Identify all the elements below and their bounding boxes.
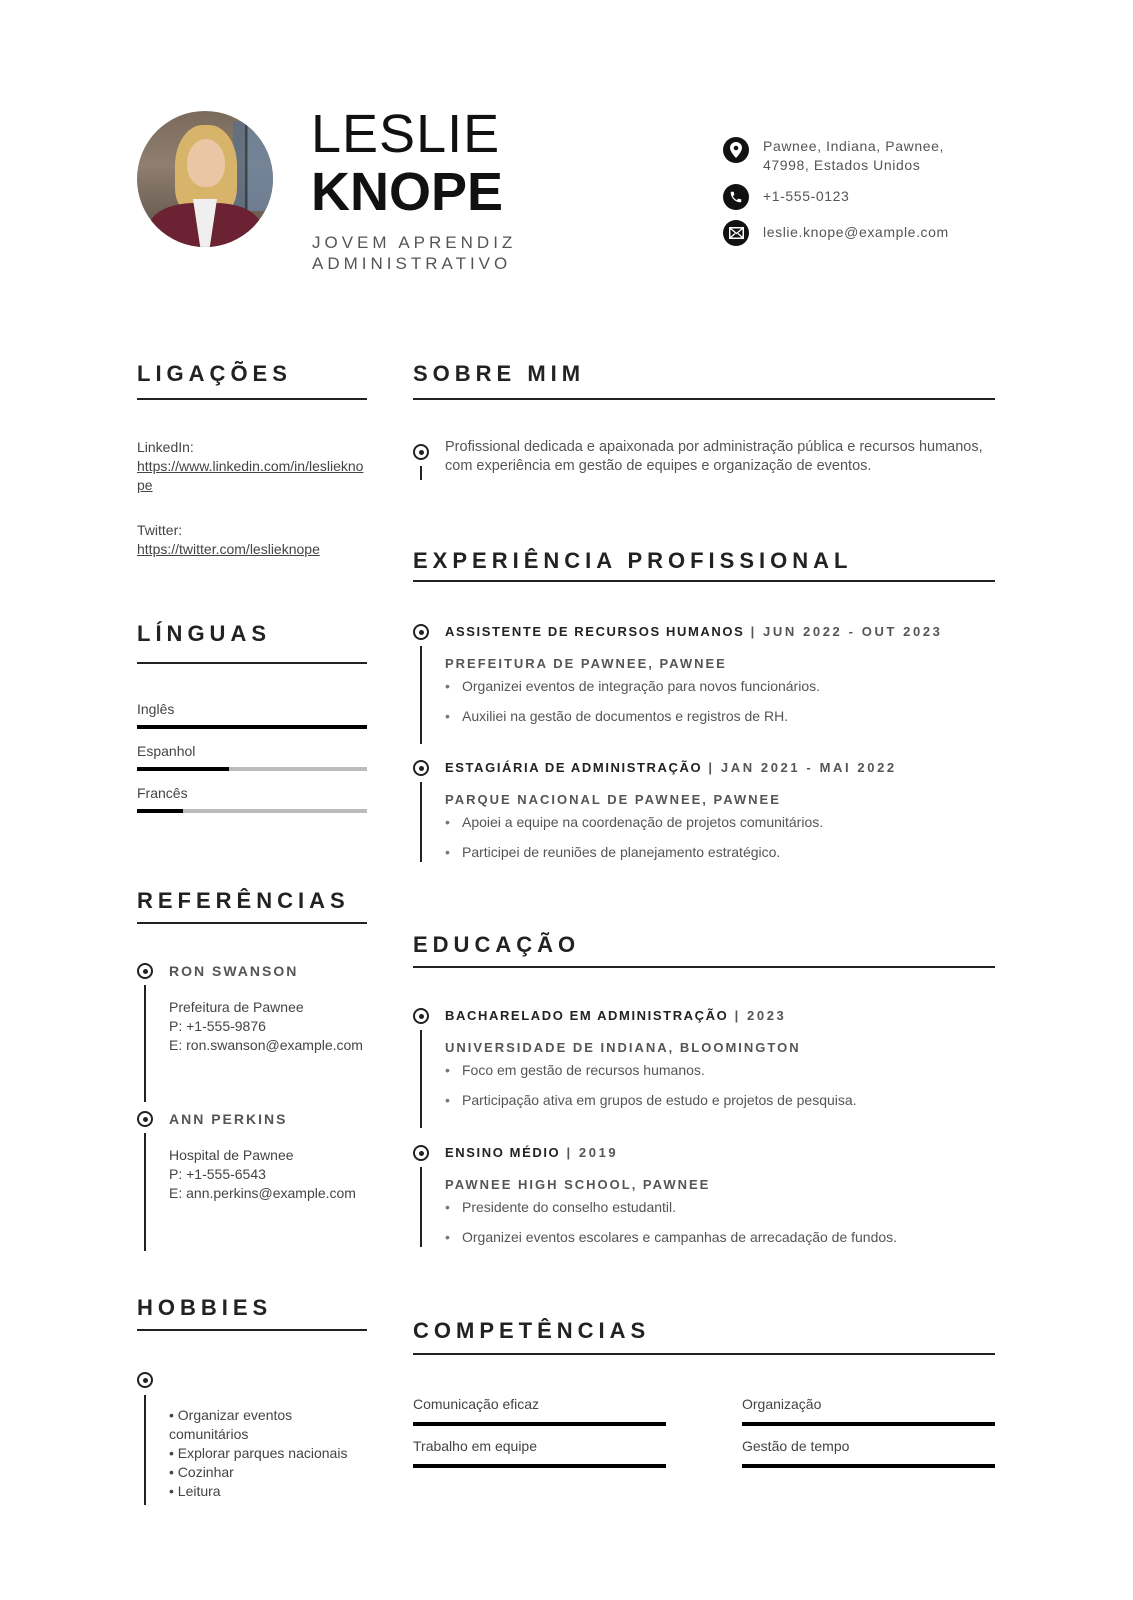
- language-item: [137, 784, 367, 813]
- job-dates: | JAN 2021 - MAI 2022: [702, 760, 897, 775]
- skill-name: Trabalho em equipe: [413, 1438, 538, 1454]
- links-section-title: LIGAÇÕES: [137, 361, 292, 386]
- skill-name: Organização: [742, 1396, 822, 1412]
- section-divider: [137, 662, 367, 664]
- timeline-marker-icon: [137, 1111, 153, 1127]
- job-heading: [445, 759, 897, 777]
- job-title-line-2: ADMINISTRATIVO: [312, 254, 512, 273]
- timeline-marker-icon: [413, 760, 429, 776]
- reference-details: [169, 998, 369, 1055]
- education-section-title: EDUCAÇÃO: [413, 932, 581, 957]
- first-name: LESLIE: [311, 104, 501, 164]
- phone-icon: [723, 184, 749, 210]
- envelope-icon: [723, 220, 749, 246]
- address-line-1: Pawnee, Indiana, Pawnee,: [763, 138, 944, 154]
- education-dates: | 2019: [560, 1145, 619, 1160]
- timeline-line: [420, 1167, 422, 1247]
- skill-level-bar: [742, 1464, 995, 1468]
- language-name: Inglês: [137, 701, 175, 717]
- hobbies-list: [169, 1406, 369, 1501]
- section-divider: [413, 580, 995, 582]
- section-divider: [137, 922, 367, 924]
- job-title-line-1: JOVEM APRENDIZ: [312, 233, 517, 252]
- link-label: Twitter:: [137, 522, 183, 538]
- education-bullet: • Organizei eventos escolares e campanhas de arrecadação de fundos.: [445, 1228, 897, 1246]
- hobbies-section-title: HOBBIES: [137, 1295, 273, 1320]
- timeline-marker-icon: [413, 444, 429, 460]
- section-divider: [137, 398, 367, 400]
- phone-number: +1-555-0123: [763, 188, 850, 204]
- language-name: Espanhol: [137, 743, 196, 759]
- reference-details: [169, 1146, 369, 1203]
- education-degree: BACHARELADO EM ADMINISTRAÇÃO: [445, 1008, 729, 1023]
- language-name: Francês: [137, 785, 188, 801]
- experience-section-title: EXPERIÊNCIA PROFISSIONAL: [413, 548, 853, 573]
- education-institution: UNIVERSIDADE DE INDIANA, BLOOMINGTON: [445, 1040, 801, 1055]
- education-dates: | 2023: [728, 1008, 787, 1023]
- skill-item: [742, 1437, 995, 1468]
- timeline-line: [144, 1133, 146, 1251]
- about-section-title: SOBRE MIM: [413, 361, 586, 386]
- timeline-line: [420, 646, 422, 744]
- job-heading: [445, 623, 943, 641]
- reference-phone: P: +1-555-9876: [169, 1018, 266, 1034]
- timeline-line: [144, 1395, 146, 1505]
- twitter-link[interactable]: https://twitter.com/leslieknope: [137, 541, 320, 557]
- timeline-line: [420, 1030, 422, 1128]
- timeline-marker-icon: [413, 1145, 429, 1161]
- job-bullet: • Organizei eventos de integração para novos funcionários.: [445, 677, 820, 695]
- language-level-bar: [137, 809, 367, 813]
- section-divider: [413, 966, 995, 968]
- skill-level-bar: [413, 1422, 666, 1426]
- timeline-marker-icon: [137, 963, 153, 979]
- job-role: ASSISTENTE DE RECURSOS HUMANOS: [445, 624, 745, 639]
- reference-org: Prefeitura de Pawnee: [169, 999, 304, 1015]
- contact-email[interactable]: [723, 220, 1013, 246]
- references-section-title: REFERÊNCIAS: [137, 888, 350, 913]
- link-label: LinkedIn:: [137, 439, 194, 455]
- contact-phone: [723, 184, 1013, 210]
- education-bullet: • Foco em gestão de recursos humanos.: [445, 1061, 705, 1079]
- reference-email[interactable]: E: ann.perkins@example.com: [169, 1185, 356, 1201]
- education-bullet: • Presidente do conselho estudantil.: [445, 1198, 676, 1216]
- education-institution: PAWNEE HIGH SCHOOL, PAWNEE: [445, 1177, 711, 1192]
- job-organization: PREFEITURA DE PAWNEE, PAWNEE: [445, 656, 727, 671]
- language-level-bar: [137, 767, 367, 771]
- reference-email[interactable]: E: ron.swanson@example.com: [169, 1037, 363, 1053]
- address-line-2: 47998, Estados Unidos: [763, 157, 921, 173]
- hobby-item: • Leitura: [169, 1483, 221, 1499]
- skill-name: Gestão de tempo: [742, 1438, 850, 1454]
- reference-org: Hospital de Pawnee: [169, 1147, 294, 1163]
- timeline-line: [144, 985, 146, 1102]
- language-level-bar: [137, 725, 367, 729]
- timeline-marker-icon: [413, 1008, 429, 1024]
- job-title: [312, 232, 516, 274]
- reference-name: RON SWANSON: [169, 963, 299, 979]
- reference-phone: P: +1-555-6543: [169, 1166, 266, 1182]
- language-item: [137, 700, 367, 729]
- education-degree: ENSINO MÉDIO: [445, 1145, 561, 1160]
- timeline-line: [420, 466, 422, 480]
- skills-section-title: COMPETÊNCIAS: [413, 1318, 651, 1343]
- languages-section-title: LÍNGUAS: [137, 621, 271, 646]
- skill-level-bar: [742, 1422, 995, 1426]
- email-address[interactable]: leslie.knope@example.com: [763, 224, 949, 240]
- linkedin-link[interactable]: https://www.linkedin.com/in/leslieknope: [137, 458, 364, 493]
- link-item-linkedin: [137, 438, 369, 495]
- about-text: Profissional dedicada e apaixonada por administração pública e recursos humanos, com experiência em gestão de equipes e organização de eventos.: [445, 439, 983, 474]
- skill-item: [742, 1395, 995, 1426]
- skill-level-bar: [413, 1464, 666, 1468]
- timeline-line: [420, 782, 422, 862]
- timeline-marker-icon: [413, 624, 429, 640]
- job-dates: | JUN 2022 - OUT 2023: [744, 624, 943, 639]
- education-heading: [445, 1007, 786, 1025]
- timeline-marker-icon: [137, 1372, 153, 1388]
- section-divider: [413, 1353, 995, 1355]
- section-divider: [137, 1329, 367, 1331]
- skill-name: Comunicação eficaz: [413, 1396, 540, 1412]
- skill-item: [413, 1395, 666, 1426]
- job-role: ESTAGIÁRIA DE ADMINISTRAÇÃO: [445, 760, 703, 775]
- section-divider: [413, 398, 995, 400]
- reference-name: ANN PERKINS: [169, 1111, 288, 1127]
- skill-item: [413, 1437, 666, 1468]
- job-bullet: • Participei de reuniões de planejamento estratégico.: [445, 843, 780, 861]
- education-heading: [445, 1144, 618, 1162]
- link-item-twitter: [137, 521, 369, 559]
- job-organization: PARQUE NACIONAL DE PAWNEE, PAWNEE: [445, 792, 781, 807]
- language-item: [137, 742, 367, 771]
- job-bullet: • Auxiliei na gestão de documentos e registros de RH.: [445, 707, 788, 725]
- hobby-item: • Explorar parques nacionais: [169, 1445, 348, 1461]
- contact-address: [723, 137, 1013, 175]
- location-pin-icon: [723, 137, 749, 163]
- education-bullet: • Participação ativa em grupos de estudo e projetos de pesquisa.: [445, 1091, 857, 1109]
- profile-photo: [137, 111, 273, 247]
- hobby-item: • Organizar eventos comunitários: [169, 1407, 293, 1442]
- job-bullet: • Apoiei a equipe na coordenação de projetos comunitários.: [445, 813, 823, 831]
- last-name: KNOPE: [311, 162, 504, 222]
- hobby-item: • Cozinhar: [169, 1464, 234, 1480]
